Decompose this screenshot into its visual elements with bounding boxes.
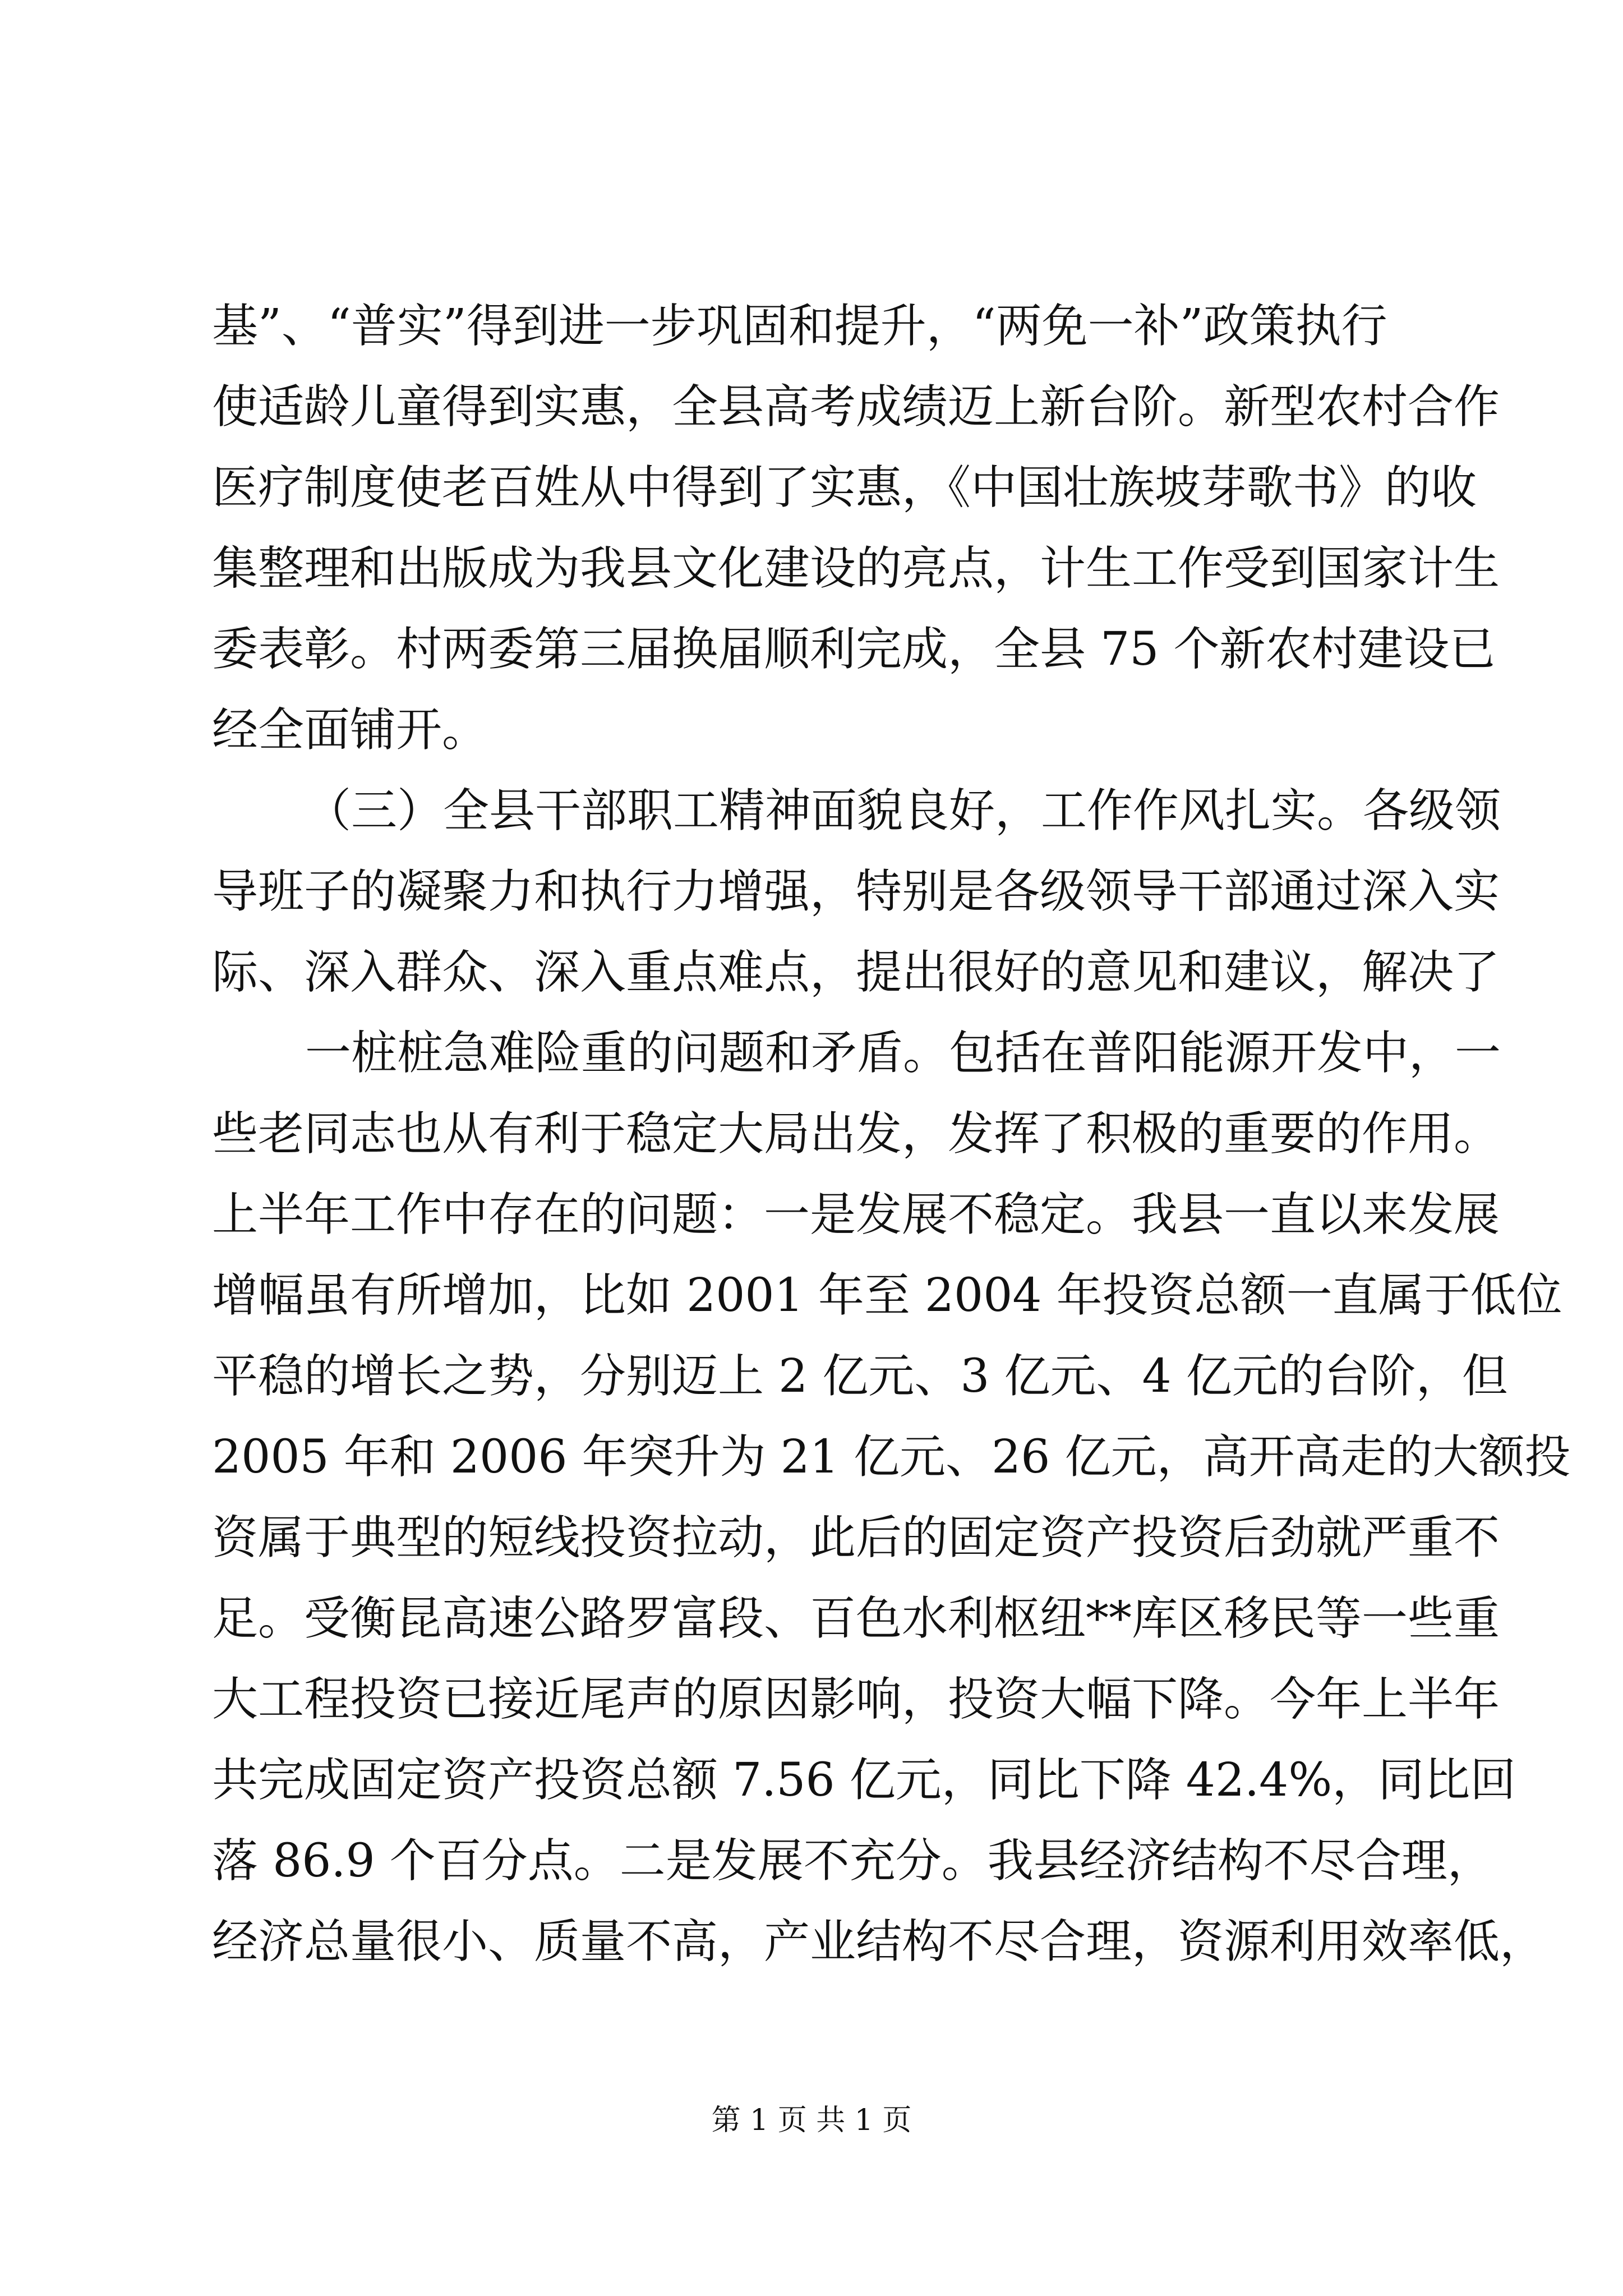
text-line: 共完成固定资产投资总额 7.56 亿元，同比下降 42.4%，同比回 xyxy=(212,1754,1516,1807)
text-line: 经济总量很小、质量不高，产业结构不尽合理，资源利用效率低， xyxy=(212,1915,1546,1968)
text-line: 足。受衡昆高速公路罗富段、百色水利枢纽**库区移民等一些重 xyxy=(212,1592,1500,1645)
text-line: 委表彰。村两委第三届换届顺利完成，全县 75 个新农村建设已 xyxy=(212,623,1496,676)
text-line: 些老同志也从有利于稳定大局出发，发挥了积极的重要的作用。 xyxy=(212,1107,1500,1161)
paragraph-start-line: 一桩桩急难险重的问题和矛盾。包括在普阳能源开发中，一 xyxy=(305,1027,1501,1080)
text-line: 2005 年和 2006 年突升为 21 亿元、26 亿元，高开高走的大额投 xyxy=(212,1430,1571,1484)
page-footer xyxy=(0,2101,1623,2140)
text-line: 际、深入群众、深入重点难点，提出很好的意见和建议，解决了 xyxy=(212,946,1500,999)
text-line: 增幅虽有所增加，比如 2001 年至 2004 年投资总额一直属于低位 xyxy=(212,1269,1562,1322)
text-line: 集整理和出版成为我县文化建设的亮点，计生工作受到国家计生 xyxy=(212,542,1500,595)
text-line: 平稳的增长之势，分别迈上 2 亿元、3 亿元、4 亿元的台阶，但 xyxy=(212,1350,1508,1403)
text-line: 资属于典型的短线投资拉动，此后的固定资产投资后劲就严重不 xyxy=(212,1511,1500,1565)
text-line: 大工程投资已接近尾声的原因影响，投资大幅下降。今年上半年 xyxy=(212,1673,1500,1726)
document-body xyxy=(212,286,1571,1982)
text-line: 导班子的凝聚力和执行力增强，特别是各级领导干部通过深入实 xyxy=(212,865,1500,918)
text-line: 医疗制度使老百姓从中得到了实惠，《中国壮族坡芽歌书》的收 xyxy=(212,461,1477,514)
text-line: 上半年工作中存在的问题：一是发展不稳定。我县一直以来发展 xyxy=(212,1188,1500,1241)
paragraph-heading-line: （三）全县干部职工精神面貌良好，工作作风扎实。各级领 xyxy=(305,784,1501,838)
text-line: 经全面铺开。 xyxy=(212,703,488,757)
text-line: 落 86.9 个百分点。二是发展不充分。我县经济结构不尽合理， xyxy=(212,1834,1493,1888)
text-line: 使适龄儿童得到实惠，全县高考成绩迈上新台阶。新型农村合作 xyxy=(212,380,1500,434)
text-line: 基”、“普实”得到进一步巩固和提升，“两免一补”政策执行 xyxy=(212,300,1387,353)
page-number-label: 第 1 页 共 1 页 xyxy=(711,2104,912,2137)
